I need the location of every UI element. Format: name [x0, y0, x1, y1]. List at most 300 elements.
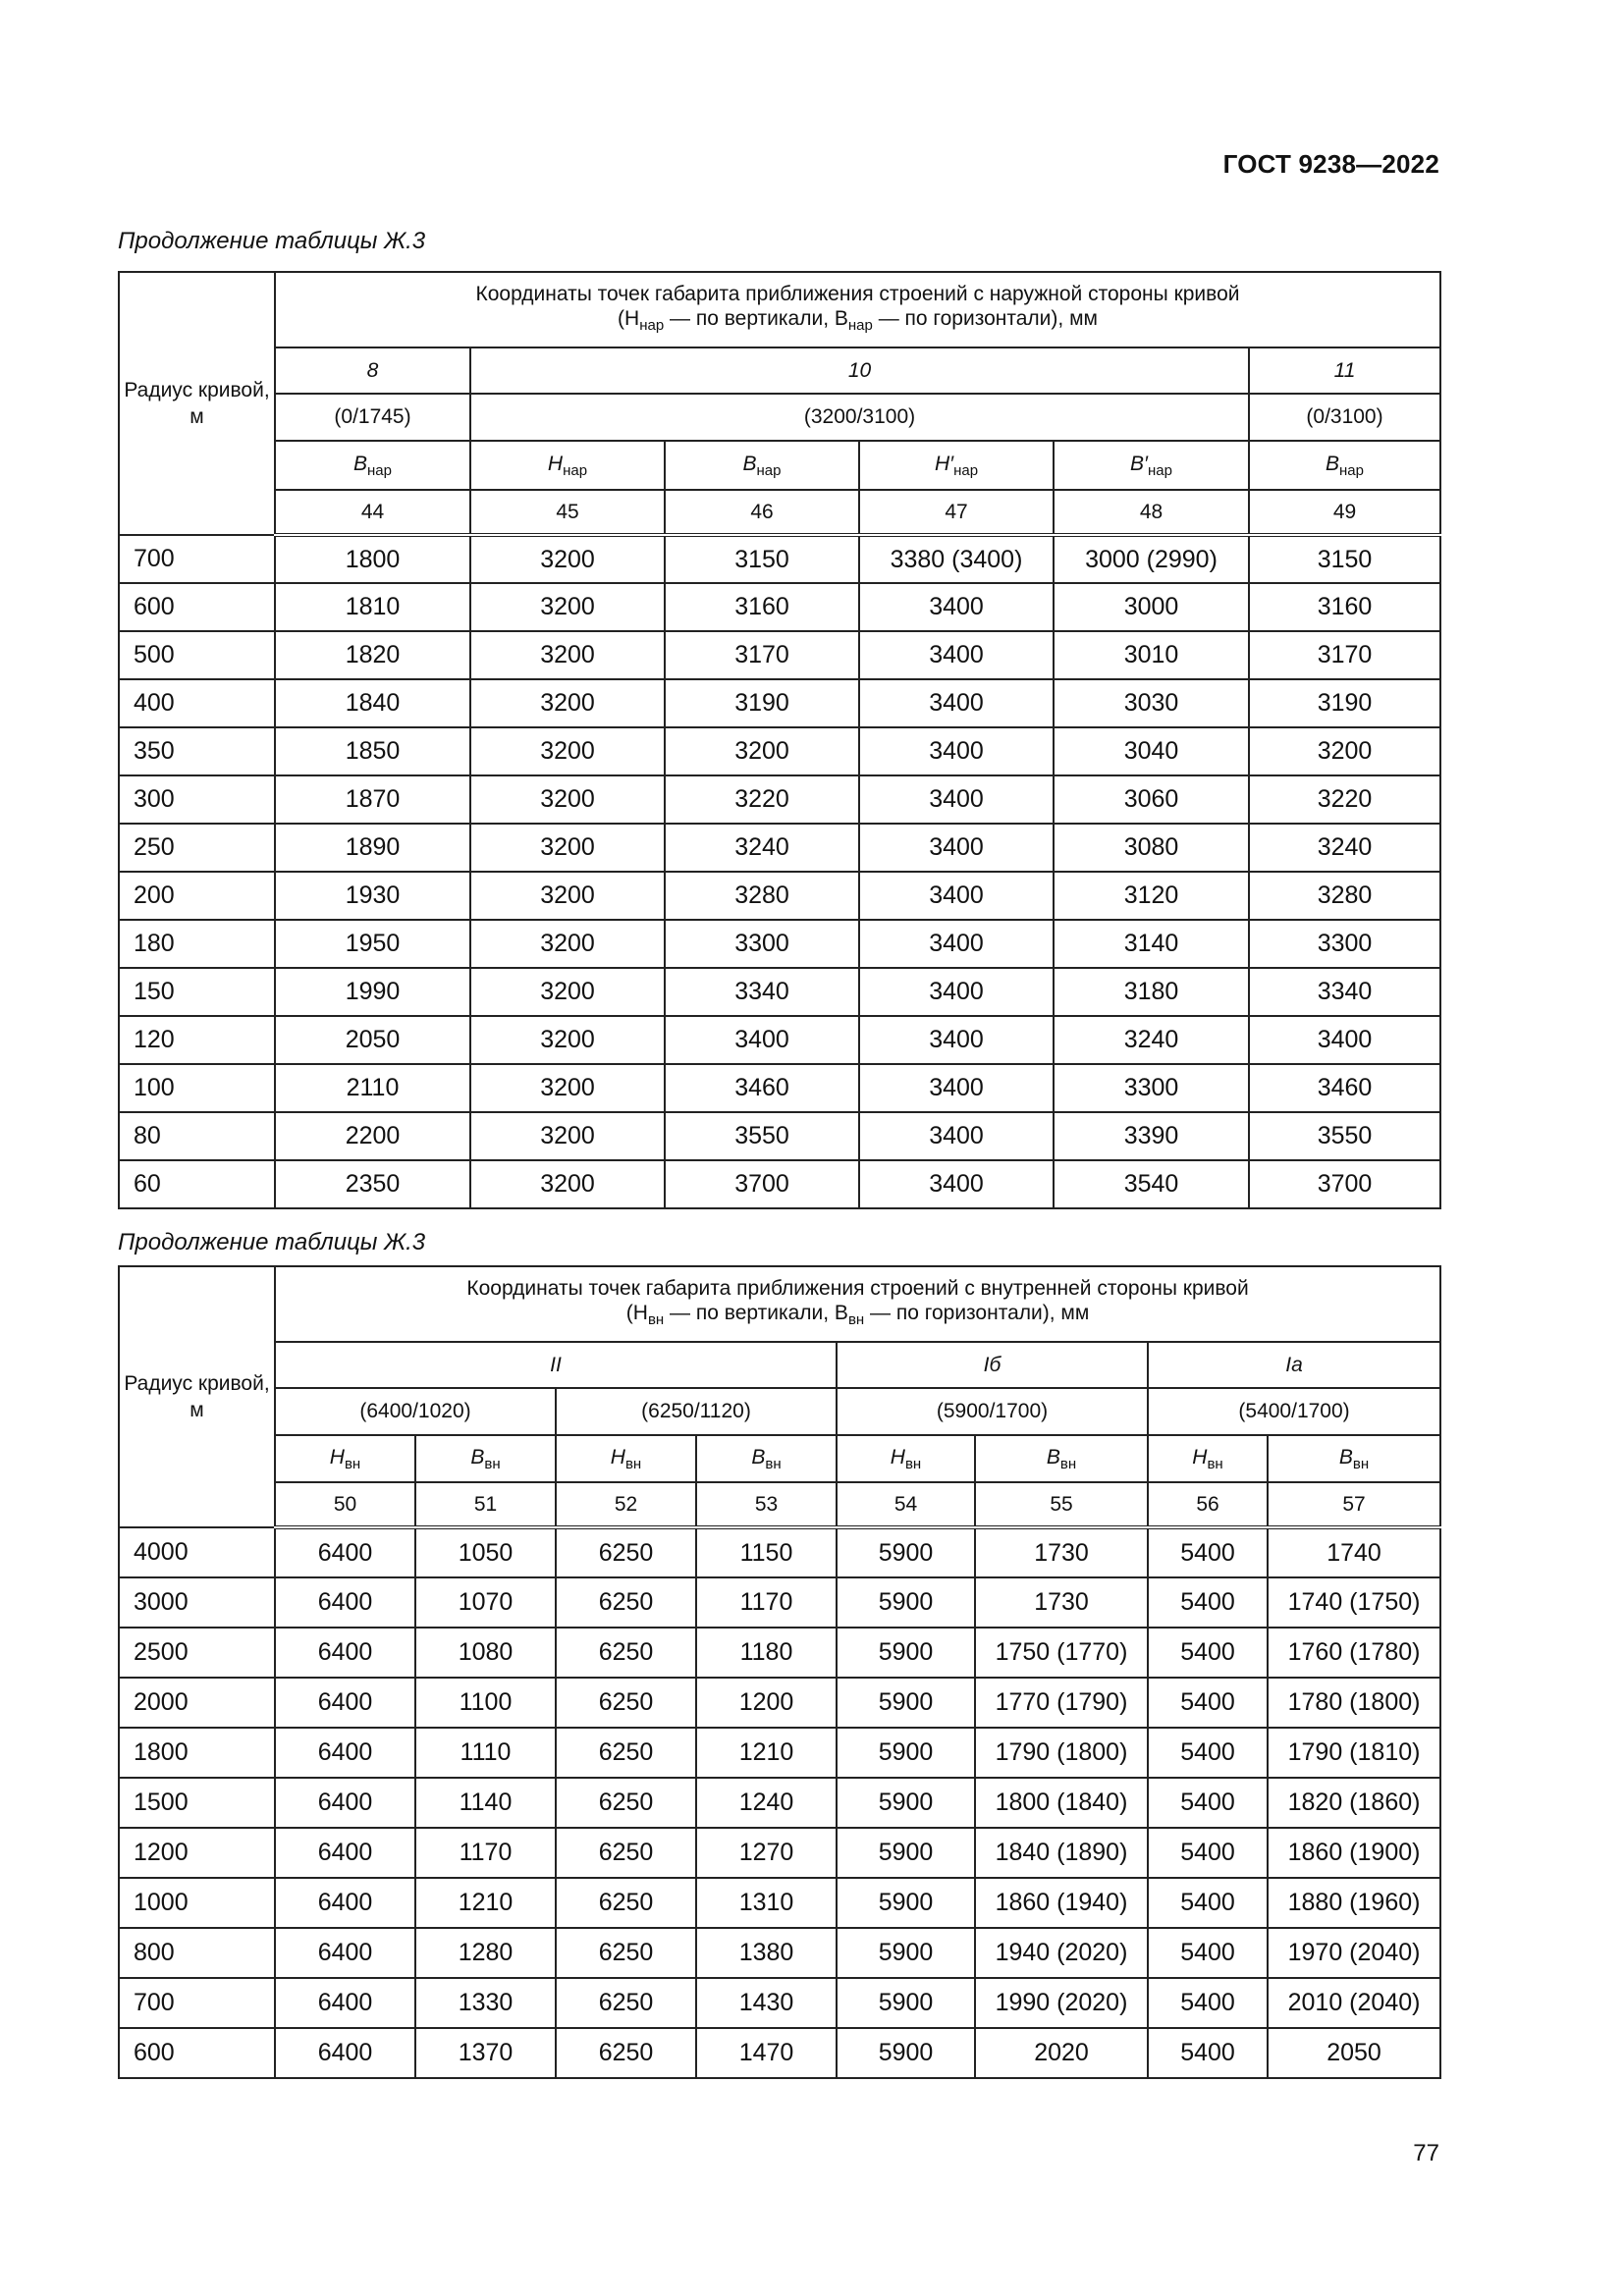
value-cell: 2020	[975, 2028, 1148, 2078]
radius-cell: 2000	[119, 1678, 275, 1728]
value-cell: 3200	[470, 920, 665, 968]
value-cell: 1780 (1800)	[1268, 1678, 1440, 1728]
value-cell: 3400	[665, 1016, 859, 1064]
value-cell: 3200	[665, 727, 859, 775]
column-symbol	[1268, 1435, 1440, 1482]
column-symbol	[415, 1435, 556, 1482]
value-cell: 1740	[1268, 1527, 1440, 1577]
group-header: Iб	[837, 1342, 1148, 1388]
table1-title-line2	[276, 306, 1439, 338]
value-cell: 2110	[275, 1064, 470, 1112]
symbol-subscript: вн	[1207, 1455, 1223, 1472]
table2-title-line1: Координаты точек габарита приближения строений с внутренней стороны кривой	[466, 1277, 1249, 1300]
table-row	[119, 872, 1440, 920]
value-cell: 6250	[556, 1878, 696, 1928]
value-cell: 3170	[665, 631, 859, 679]
symbol-subscript: нар	[367, 461, 392, 479]
table-row	[119, 968, 1440, 1016]
subgroup-header: (0/3100)	[1249, 394, 1440, 441]
column-symbol	[275, 441, 470, 490]
radius-cell: 300	[119, 775, 275, 824]
column-number: 55	[975, 1482, 1148, 1527]
value-cell: 1840	[275, 679, 470, 727]
radius-cell: 120	[119, 1016, 275, 1064]
value-cell: 5900	[837, 1728, 975, 1778]
radius-cell: 800	[119, 1928, 275, 1978]
value-cell: 3200	[470, 1016, 665, 1064]
table1-caption: Продолжение таблицы Ж.3	[118, 228, 426, 254]
value-cell: 1200	[696, 1678, 837, 1728]
value-cell: 3150	[665, 535, 859, 583]
table1	[118, 271, 1441, 1209]
value-cell: 3160	[1249, 583, 1440, 631]
value-cell: 3700	[1249, 1160, 1440, 1208]
table-row	[119, 1112, 1440, 1160]
radius-cell: 2500	[119, 1628, 275, 1678]
value-cell: 1750 (1770)	[975, 1628, 1148, 1678]
value-cell: 1140	[415, 1778, 556, 1828]
symbol-subscript: вн	[1352, 1455, 1370, 1472]
value-cell: 1790 (1800)	[975, 1728, 1148, 1778]
value-cell: 3080	[1054, 824, 1249, 872]
value-cell: 6250	[556, 2028, 696, 2078]
value-cell: 3240	[665, 824, 859, 872]
value-cell: 3000	[1054, 583, 1249, 631]
value-cell: 3400	[859, 631, 1054, 679]
value-cell: 3460	[1249, 1064, 1440, 1112]
radius-cell: 150	[119, 968, 275, 1016]
radius-cell: 1200	[119, 1828, 275, 1878]
value-cell: 3200	[470, 824, 665, 872]
value-cell: 5900	[837, 1778, 975, 1828]
value-cell: 5400	[1148, 1778, 1268, 1828]
column-symbol	[275, 1435, 415, 1482]
subgroup-header: (6250/1120)	[556, 1388, 837, 1435]
page-number: 77	[1413, 2140, 1439, 2166]
value-cell: 1760 (1780)	[1268, 1628, 1440, 1678]
value-cell: 3200	[470, 583, 665, 631]
table2	[118, 1265, 1441, 2079]
value-cell: 3700	[665, 1160, 859, 1208]
value-cell: 5900	[837, 1878, 975, 1928]
value-cell: 3200	[470, 968, 665, 1016]
column-symbol	[975, 1435, 1148, 1482]
title-text: (H	[625, 1302, 648, 1324]
value-cell: 1970 (2040)	[1268, 1928, 1440, 1978]
symbol-subscript: вн	[765, 1455, 782, 1472]
table-row	[119, 679, 1440, 727]
value-cell: 3400	[859, 775, 1054, 824]
value-cell: 3200	[470, 679, 665, 727]
value-cell: 3030	[1054, 679, 1249, 727]
value-cell: 3400	[859, 727, 1054, 775]
value-cell: 2050	[1268, 2028, 1440, 2078]
value-cell: 5900	[837, 1678, 975, 1728]
group-header: 10	[470, 347, 1249, 394]
subgroup-header: (5400/1700)	[1148, 1388, 1440, 1435]
symbol-letter: H	[610, 1445, 625, 1468]
value-cell: 1100	[415, 1678, 556, 1728]
table-row	[119, 1878, 1440, 1928]
radius-cell: 400	[119, 679, 275, 727]
value-cell: 1310	[696, 1878, 837, 1928]
value-cell: 3540	[1054, 1160, 1249, 1208]
value-cell: 3000 (2990)	[1054, 535, 1249, 583]
value-cell: 1790 (1810)	[1268, 1728, 1440, 1778]
value-cell: 1270	[696, 1828, 837, 1878]
value-cell: 1210	[415, 1878, 556, 1928]
value-cell: 6250	[556, 1527, 696, 1577]
value-cell: 1770 (1790)	[975, 1678, 1148, 1728]
value-cell: 3010	[1054, 631, 1249, 679]
table-row	[119, 631, 1440, 679]
value-cell: 1730	[975, 1527, 1148, 1577]
table-row	[119, 2028, 1440, 2078]
radius-cell: 350	[119, 727, 275, 775]
value-cell: 1860 (1900)	[1268, 1828, 1440, 1878]
value-cell: 3180	[1054, 968, 1249, 1016]
value-cell: 5900	[837, 1577, 975, 1628]
column-number: 52	[556, 1482, 696, 1527]
title-text: — по вертикали, B	[664, 1302, 848, 1324]
value-cell: 6400	[275, 1628, 415, 1678]
value-cell: 5400	[1148, 1828, 1268, 1878]
radius-header: Радиус кривой, м	[119, 272, 275, 535]
value-cell: 6400	[275, 1577, 415, 1628]
value-cell: 1210	[696, 1728, 837, 1778]
column-symbol	[1054, 441, 1249, 490]
symbol-subscript: вн	[484, 1455, 501, 1472]
value-cell: 1930	[275, 872, 470, 920]
value-cell: 1080	[415, 1628, 556, 1678]
title-sub: нар	[639, 317, 665, 334]
column-symbol	[1148, 1435, 1268, 1482]
value-cell: 1740 (1750)	[1268, 1577, 1440, 1628]
column-symbol	[470, 441, 665, 490]
column-symbol	[665, 441, 859, 490]
table-row	[119, 583, 1440, 631]
value-cell: 3300	[1249, 920, 1440, 968]
value-cell: 3400	[859, 583, 1054, 631]
value-cell: 3400	[859, 1064, 1054, 1112]
value-cell: 3060	[1054, 775, 1249, 824]
value-cell: 3400	[859, 920, 1054, 968]
title-sub: вн	[847, 1311, 865, 1328]
value-cell: 2050	[275, 1016, 470, 1064]
value-cell: 2200	[275, 1112, 470, 1160]
table-row	[119, 1628, 1440, 1678]
value-cell: 6250	[556, 1728, 696, 1778]
value-cell: 1890	[275, 824, 470, 872]
symbol-letter: B	[470, 1445, 485, 1468]
column-symbol	[859, 441, 1054, 490]
value-cell: 6400	[275, 1978, 415, 2028]
table1-title-line1: Координаты точек габарита приближения строений с наружной стороны кривой	[475, 283, 1240, 305]
column-symbol	[837, 1435, 975, 1482]
value-cell: 3160	[665, 583, 859, 631]
value-cell: 3400	[859, 824, 1054, 872]
value-cell: 3200	[470, 1064, 665, 1112]
column-number: 49	[1249, 490, 1440, 535]
table-row	[119, 1160, 1440, 1208]
value-cell: 6400	[275, 1728, 415, 1778]
symbol-letter: B	[1046, 1445, 1060, 1468]
symbol-letter: H	[547, 452, 564, 475]
title-text: — по горизонтали), мм	[872, 307, 1098, 330]
table2-title-line2	[276, 1301, 1439, 1332]
value-cell: 3200	[470, 727, 665, 775]
value-cell: 5900	[837, 1628, 975, 1678]
value-cell: 1860 (1940)	[975, 1878, 1148, 1928]
value-cell: 3240	[1054, 1016, 1249, 1064]
value-cell: 6400	[275, 1928, 415, 1978]
table-row	[119, 920, 1440, 968]
radius-header: Радиус кривой, м	[119, 1266, 275, 1527]
symbol-subscript: нар	[1339, 461, 1364, 479]
column-number: 54	[837, 1482, 975, 1527]
radius-cell: 180	[119, 920, 275, 968]
value-cell: 6400	[275, 1828, 415, 1878]
value-cell: 3200	[470, 631, 665, 679]
symbol-subscript: вн	[344, 1455, 361, 1472]
table2-caption: Продолжение таблицы Ж.3	[118, 1229, 426, 1255]
symbol-letter: B	[1326, 452, 1340, 475]
value-cell: 3190	[665, 679, 859, 727]
radius-cell: 500	[119, 631, 275, 679]
table-row	[119, 1778, 1440, 1828]
value-cell: 3400	[859, 1016, 1054, 1064]
title-sub: нар	[847, 317, 873, 334]
table-row	[119, 775, 1440, 824]
value-cell: 6250	[556, 1778, 696, 1828]
value-cell: 3460	[665, 1064, 859, 1112]
title-text: — по горизонтали), мм	[864, 1302, 1090, 1324]
value-cell: 5900	[837, 1527, 975, 1577]
symbol-subscript: нар	[756, 461, 782, 479]
value-cell: 3140	[1054, 920, 1249, 968]
subgroup-header: (0/1745)	[275, 394, 470, 441]
column-symbol	[556, 1435, 696, 1482]
value-cell: 3240	[1249, 824, 1440, 872]
value-cell: 1800	[275, 535, 470, 583]
group-header: 11	[1249, 347, 1440, 394]
table-row	[119, 824, 1440, 872]
value-cell: 3340	[665, 968, 859, 1016]
radius-cell: 250	[119, 824, 275, 872]
value-cell: 3190	[1249, 679, 1440, 727]
radius-cell: 80	[119, 1112, 275, 1160]
group-header: 8	[275, 347, 470, 394]
column-number: 48	[1054, 490, 1249, 535]
value-cell: 1240	[696, 1778, 837, 1828]
title-text: — по вертикали, B	[664, 307, 848, 330]
radius-cell: 600	[119, 2028, 275, 2078]
radius-cell: 3000	[119, 1577, 275, 1628]
value-cell: 3550	[1249, 1112, 1440, 1160]
table-row	[119, 1064, 1440, 1112]
value-cell: 3550	[665, 1112, 859, 1160]
value-cell: 3340	[1249, 968, 1440, 1016]
radius-cell: 1800	[119, 1728, 275, 1778]
value-cell: 1800 (1840)	[975, 1778, 1148, 1828]
value-cell: 6250	[556, 1577, 696, 1628]
column-symbol	[1249, 441, 1440, 490]
value-cell: 3400	[859, 1112, 1054, 1160]
value-cell: 3400	[859, 872, 1054, 920]
value-cell: 3200	[1249, 727, 1440, 775]
value-cell: 1110	[415, 1728, 556, 1778]
value-cell: 3200	[470, 872, 665, 920]
table-row	[119, 1978, 1440, 2028]
value-cell: 1990 (2020)	[975, 1978, 1148, 2028]
subgroup-header: (3200/3100)	[470, 394, 1249, 441]
value-cell: 1170	[415, 1828, 556, 1878]
value-cell: 5900	[837, 1828, 975, 1878]
value-cell: 5900	[837, 1978, 975, 2028]
value-cell: 1150	[696, 1527, 837, 1577]
symbol-subscript: вн	[1059, 1455, 1077, 1472]
table-row	[119, 727, 1440, 775]
value-cell: 3380 (3400)	[859, 535, 1054, 583]
value-cell: 3200	[470, 1160, 665, 1208]
value-cell: 6250	[556, 1978, 696, 2028]
value-cell: 1990	[275, 968, 470, 1016]
value-cell: 1070	[415, 1577, 556, 1628]
column-number: 46	[665, 490, 859, 535]
symbol-letter: B	[353, 452, 368, 475]
value-cell: 3280	[665, 872, 859, 920]
column-number: 51	[415, 1482, 556, 1527]
symbol-subscript: нар	[563, 461, 588, 479]
symbol-letter: B	[742, 452, 757, 475]
value-cell: 5400	[1148, 1577, 1268, 1628]
value-cell: 3200	[470, 1112, 665, 1160]
column-number: 57	[1268, 1482, 1440, 1527]
table-row	[119, 1728, 1440, 1778]
column-number: 45	[470, 490, 665, 535]
subgroup-header: (6400/1020)	[275, 1388, 556, 1435]
value-cell: 3200	[470, 535, 665, 583]
value-cell: 1870	[275, 775, 470, 824]
table-row	[119, 1577, 1440, 1628]
symbol-letter: B	[1338, 1445, 1353, 1468]
radius-cell: 60	[119, 1160, 275, 1208]
value-cell: 5400	[1148, 1928, 1268, 1978]
value-cell: 1730	[975, 1577, 1148, 1628]
symbol-letter: H	[890, 1445, 905, 1468]
value-cell: 1940 (2020)	[975, 1928, 1148, 1978]
table-row	[119, 1016, 1440, 1064]
value-cell: 5900	[837, 2028, 975, 2078]
symbol-subscript: вн	[904, 1455, 922, 1472]
value-cell: 3220	[1249, 775, 1440, 824]
value-cell: 3400	[859, 679, 1054, 727]
value-cell: 1820 (1860)	[1268, 1778, 1440, 1828]
subgroup-header: (5900/1700)	[837, 1388, 1148, 1435]
value-cell: 5400	[1148, 1878, 1268, 1928]
value-cell: 3150	[1249, 535, 1440, 583]
value-cell: 1380	[696, 1928, 837, 1978]
value-cell: 3200	[470, 775, 665, 824]
symbol-letter: H	[329, 1445, 345, 1468]
value-cell: 6400	[275, 2028, 415, 2078]
value-cell: 5400	[1148, 1978, 1268, 2028]
value-cell: 3390	[1054, 1112, 1249, 1160]
value-cell: 3300	[665, 920, 859, 968]
table1-title	[275, 272, 1440, 347]
value-cell: 3170	[1249, 631, 1440, 679]
column-number: 56	[1148, 1482, 1268, 1527]
value-cell: 3280	[1249, 872, 1440, 920]
radius-cell: 200	[119, 872, 275, 920]
value-cell: 1810	[275, 583, 470, 631]
value-cell: 3220	[665, 775, 859, 824]
value-cell: 2350	[275, 1160, 470, 1208]
table-row	[119, 1678, 1440, 1728]
symbol-subscript: вн	[624, 1455, 642, 1472]
table-row	[119, 535, 1440, 583]
value-cell: 1950	[275, 920, 470, 968]
group-header: Iа	[1148, 1342, 1440, 1388]
radius-cell: 700	[119, 1978, 275, 2028]
value-cell: 1050	[415, 1527, 556, 1577]
table-row	[119, 1527, 1440, 1577]
value-cell: 1430	[696, 1978, 837, 2028]
value-cell: 6400	[275, 1878, 415, 1928]
value-cell: 6400	[275, 1778, 415, 1828]
title-text: (H	[618, 307, 640, 330]
radius-cell: 700	[119, 535, 275, 583]
value-cell: 1330	[415, 1978, 556, 2028]
table-row	[119, 1828, 1440, 1878]
value-cell: 6250	[556, 1828, 696, 1878]
value-cell: 3120	[1054, 872, 1249, 920]
value-cell: 1880 (1960)	[1268, 1878, 1440, 1928]
value-cell: 3040	[1054, 727, 1249, 775]
symbol-letter: H	[1192, 1445, 1208, 1468]
value-cell: 5400	[1148, 2028, 1268, 2078]
symbol-subscript: нар	[1147, 461, 1172, 479]
value-cell: 1840 (1890)	[975, 1828, 1148, 1878]
symbol-letter: B′	[1130, 452, 1148, 475]
value-cell: 3400	[859, 1160, 1054, 1208]
value-cell: 3400	[859, 968, 1054, 1016]
value-cell: 1370	[415, 2028, 556, 2078]
value-cell: 6400	[275, 1678, 415, 1728]
column-number: 47	[859, 490, 1054, 535]
value-cell: 3400	[1249, 1016, 1440, 1064]
value-cell: 5400	[1148, 1728, 1268, 1778]
value-cell: 5400	[1148, 1628, 1268, 1678]
value-cell: 1180	[696, 1628, 837, 1678]
value-cell: 6250	[556, 1928, 696, 1978]
symbol-letter: H′	[934, 452, 954, 475]
group-header: II	[275, 1342, 837, 1388]
value-cell: 3300	[1054, 1064, 1249, 1112]
column-number: 50	[275, 1482, 415, 1527]
value-cell: 2010 (2040)	[1268, 1978, 1440, 2028]
radius-cell: 1500	[119, 1778, 275, 1828]
value-cell: 5900	[837, 1928, 975, 1978]
value-cell: 1280	[415, 1928, 556, 1978]
column-number: 53	[696, 1482, 837, 1527]
title-sub: вн	[647, 1311, 665, 1328]
table2-title	[275, 1266, 1440, 1342]
radius-cell: 4000	[119, 1527, 275, 1577]
symbol-letter: B	[751, 1445, 766, 1468]
value-cell: 1820	[275, 631, 470, 679]
document-code: ГОСТ 9238—2022	[1222, 149, 1439, 179]
